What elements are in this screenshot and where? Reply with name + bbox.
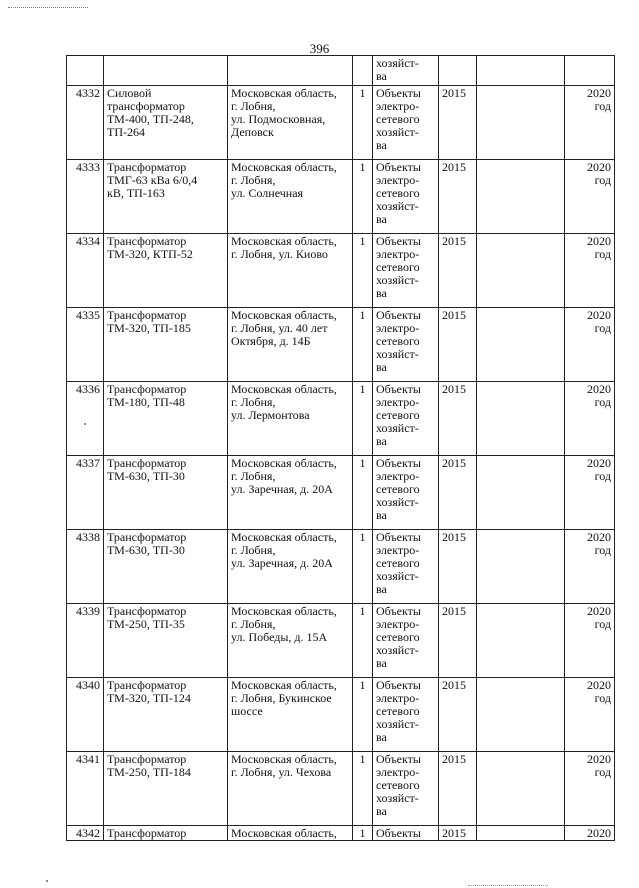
- cell-qty: 1: [353, 530, 373, 604]
- cell-year: [439, 56, 477, 86]
- cell-name: Трансформатор ТМ-320, ТП-185: [104, 308, 228, 382]
- cell-year: 2015: [439, 234, 477, 308]
- cell-empty: [477, 56, 565, 86]
- cell-name: Трансформатор ТМ-630, ТП-30: [104, 530, 228, 604]
- table-row: [67, 530, 615, 604]
- cell-qty: 1: [353, 234, 373, 308]
- scan-speck: [46, 880, 48, 882]
- cell-num: 4339: [67, 604, 104, 678]
- cell-name: Трансформатор ТМ-320, ТП-124: [104, 678, 228, 752]
- cell-name: Трансформатор ТМ-250, ТП-35: [104, 604, 228, 678]
- cell-address: Московская область, г. Лобня, ул. 40 лет Октября, д. 14Б: [228, 308, 353, 382]
- cell-empty: [477, 382, 565, 456]
- cell-num: 4340: [67, 678, 104, 752]
- table-row: [67, 456, 615, 530]
- cell-year: 2015: [439, 604, 477, 678]
- cell-category: Объекты: [373, 826, 439, 841]
- cell-num: 4333: [67, 160, 104, 234]
- cell-name: Трансформатор ТМ-180, ТП-48: [104, 382, 228, 456]
- cell-address: [228, 56, 353, 86]
- table-body: [67, 56, 615, 841]
- top-scan-mark: [8, 7, 88, 8]
- cell-category: Объекты электро- сетевого хозяйст- ва: [373, 530, 439, 604]
- cell-name: Силовой трансформатор ТМ-400, ТП-248, ТП-264: [104, 86, 228, 160]
- cell-empty: [477, 530, 565, 604]
- cell-term: 2020 год: [565, 382, 615, 456]
- cell-category: Объекты электро- сетевого хозяйст- ва: [373, 752, 439, 826]
- cell-name: Трансформатор ТМГ-63 кВа 6/0,4 кВ, ТП-163: [104, 160, 228, 234]
- cell-address: Московская область, г. Лобня, ул. Подмосковная, Деповск: [228, 86, 353, 160]
- cell-category: Объекты электро- сетевого хозяйст- ва: [373, 86, 439, 160]
- table-row: [67, 234, 615, 308]
- cell-qty: [353, 56, 373, 86]
- cell-empty: [477, 752, 565, 826]
- cell-empty: [477, 308, 565, 382]
- cell-name: Трансформатор: [104, 826, 228, 841]
- cell-address: Московская область, г. Лобня, ул. Киово: [228, 234, 353, 308]
- cell-empty: [477, 678, 565, 752]
- cell-year: 2015: [439, 826, 477, 841]
- cell-qty: 1: [353, 308, 373, 382]
- cell-term: 2020 год: [565, 604, 615, 678]
- cell-address: Московская область,: [228, 826, 353, 841]
- cell-term: 2020 год: [565, 86, 615, 160]
- cell-address: Московская область, г. Лобня, ул. Заречная, д. 20А: [228, 456, 353, 530]
- cell-num: 4334: [67, 234, 104, 308]
- table-row: [67, 160, 615, 234]
- cell-num: 4332: [67, 86, 104, 160]
- scan-speck: [84, 423, 86, 425]
- page-number: 396: [309, 41, 330, 56]
- cell-year: 2015: [439, 86, 477, 160]
- cell-category: Объекты электро- сетевого хозяйст- ва: [373, 456, 439, 530]
- cell-year: 2015: [439, 678, 477, 752]
- cell-year: 2015: [439, 530, 477, 604]
- cell-category: Объекты электро- сетевого хозяйст- ва: [373, 160, 439, 234]
- cell-empty: [477, 604, 565, 678]
- cell-num: 4341: [67, 752, 104, 826]
- cell-year: 2015: [439, 160, 477, 234]
- cell-num: 4336: [67, 382, 104, 456]
- cell-year: 2015: [439, 308, 477, 382]
- cell-qty: 1: [353, 160, 373, 234]
- table-row: [67, 86, 615, 160]
- registry-table: [66, 55, 615, 841]
- cell-empty: [477, 234, 565, 308]
- cell-num: 4342: [67, 826, 104, 841]
- cell-empty: [477, 456, 565, 530]
- cell-num: 4338: [67, 530, 104, 604]
- cell-num: 4337: [67, 456, 104, 530]
- table-row: [67, 678, 615, 752]
- cell-address: Московская область, г. Лобня, ул. Лермонтова: [228, 382, 353, 456]
- table-row: [67, 752, 615, 826]
- table-row: [67, 604, 615, 678]
- cell-category: Объекты электро- сетевого хозяйст- ва: [373, 234, 439, 308]
- table-row-partial: [67, 826, 615, 841]
- cell-year: 2015: [439, 382, 477, 456]
- cell-term: 2020 год: [565, 456, 615, 530]
- cell-year: 2015: [439, 752, 477, 826]
- cell-category: Объекты электро- сетевого хозяйст- ва: [373, 604, 439, 678]
- cell-category: Объекты электро- сетевого хозяйст- ва: [373, 382, 439, 456]
- cell-term: 2020 год: [565, 160, 615, 234]
- cell-qty: 1: [353, 86, 373, 160]
- cell-name: Трансформатор ТМ-630, ТП-30: [104, 456, 228, 530]
- cell-term: 2020 год: [565, 752, 615, 826]
- table-row-continuation: [67, 56, 615, 86]
- cell-qty: 1: [353, 752, 373, 826]
- cell-term: 2020 год: [565, 234, 615, 308]
- cell-qty: 1: [353, 382, 373, 456]
- cell-address: Московская область, г. Лобня, ул. Солнечная: [228, 160, 353, 234]
- cell-category: Объекты электро- сетевого хозяйст- ва: [373, 678, 439, 752]
- cell-empty: [477, 86, 565, 160]
- cell-address: Московская область, г. Лобня, Букинское шоссе: [228, 678, 353, 752]
- cell-term: 2020 год: [565, 678, 615, 752]
- table-row: [67, 382, 615, 456]
- cell-category: хозяйст- ва: [373, 56, 439, 86]
- cell-year: 2015: [439, 456, 477, 530]
- cell-term: 2020 год: [565, 308, 615, 382]
- cell-qty: 1: [353, 826, 373, 841]
- cell-name: Трансформатор ТМ-320, КТП-52: [104, 234, 228, 308]
- cell-empty: [477, 160, 565, 234]
- cell-empty: [477, 826, 565, 841]
- cell-address: Московская область, г. Лобня, ул. Победы, д. 15А: [228, 604, 353, 678]
- bottom-scan-mark: [468, 885, 548, 886]
- cell-name: Трансформатор ТМ-250, ТП-184: [104, 752, 228, 826]
- cell-num: 4335: [67, 308, 104, 382]
- cell-term: 2020: [565, 826, 615, 841]
- cell-num: [67, 56, 104, 86]
- cell-qty: 1: [353, 604, 373, 678]
- cell-term: [565, 56, 615, 86]
- cell-address: Московская область, г. Лобня, ул. Заречная, д. 20А: [228, 530, 353, 604]
- cell-address: Московская область, г. Лобня, ул. Чехова: [228, 752, 353, 826]
- cell-qty: 1: [353, 678, 373, 752]
- cell-term: 2020 год: [565, 530, 615, 604]
- cell-category: Объекты электро- сетевого хозяйст- ва: [373, 308, 439, 382]
- cell-qty: 1: [353, 456, 373, 530]
- table-row: [67, 308, 615, 382]
- cell-name: [104, 56, 228, 86]
